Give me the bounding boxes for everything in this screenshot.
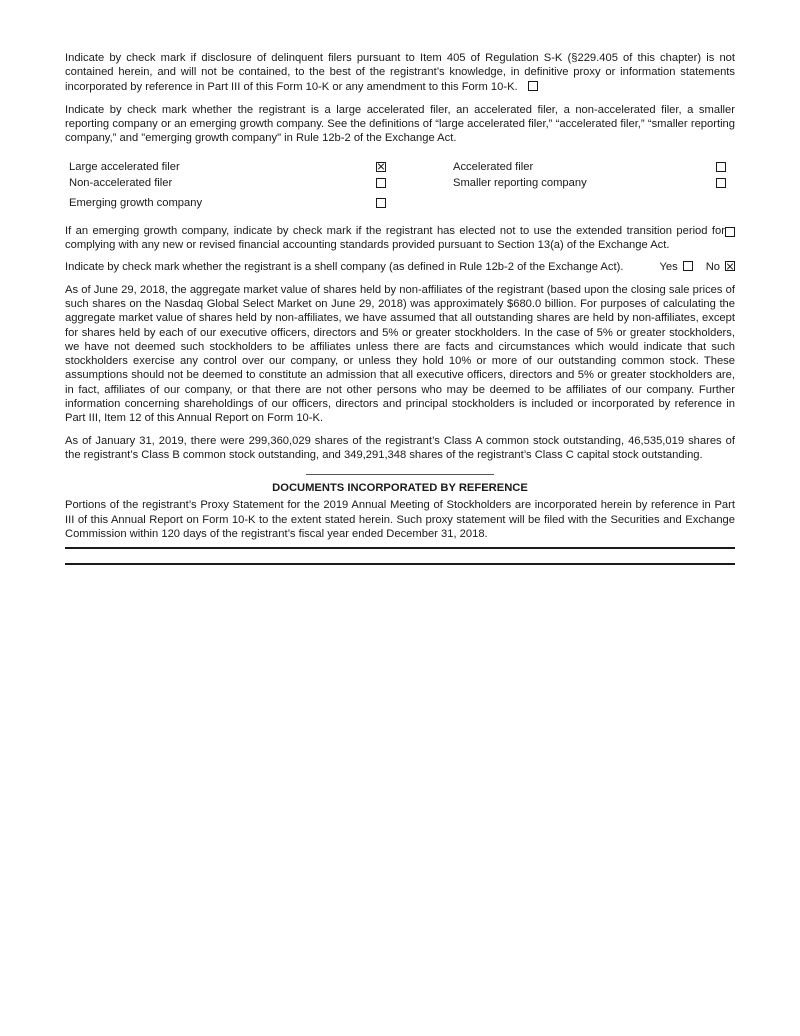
smaller-reporting-company-checkbox[interactable] <box>716 178 726 190</box>
accelerated-filer-label: Accelerated filer <box>453 160 534 173</box>
empty-box-icon <box>376 198 386 208</box>
shell-company-no-label: No <box>705 261 720 274</box>
shares-outstanding-paragraph: As of January 31, 2019, there were 299,360,029 shares of the registrant’s Class A common stock outstanding, 46,535,019 shares of the registrant’s Class B common stock outstanding, and 349,291,348 shares of the registrant’s Class C capital stock outstanding. <box>65 434 735 461</box>
documents-paragraph: Portions of the registrant’s Proxy Statement for the 2019 Annual Meeting of Stockholders are incorporated herein by reference in Part III of this Annual Report on Form 10-K to the extent stated herein. Such proxy statement will be filed with the Securities and Exchange Commission within 120 days of the registrant’s fiscal year ended December 31, 2018. <box>65 499 735 540</box>
shell-company-yes-label: Yes <box>659 261 678 274</box>
delinquent-filers-paragraph <box>65 51 735 94</box>
emerging-growth-company-checkbox[interactable] <box>376 198 386 210</box>
filer-status-table <box>65 160 735 212</box>
shell-company-options <box>659 260 735 274</box>
shell-company-yes-checkbox[interactable] <box>683 261 693 271</box>
transition-period-paragraph <box>65 224 735 253</box>
non-accelerated-filer-label: Non-accelerated filer <box>69 176 173 189</box>
empty-box-icon <box>376 178 386 188</box>
non-accelerated-filer-checkbox[interactable] <box>376 178 386 190</box>
shell-company-no-checkbox[interactable] <box>725 261 735 271</box>
transition-period-text: If an emerging growth company, indicate by check mark if the registrant has elected not to use the extended transition period for complying with any new or revised financial accounting standards provided pursuant to Section 13(a) of the Exchange Act. <box>65 224 725 252</box>
bottom-rule-lower <box>65 563 735 565</box>
shell-company-text: Indicate by check mark whether the registrant is a shell company (as defined in Rule 12b-2 of the Exchange Act). <box>65 261 624 274</box>
large-accelerated-filer-label: Large accelerated filer <box>69 160 180 173</box>
accelerated-filer-checkbox[interactable] <box>716 162 726 174</box>
documents-heading: DOCUMENTS INCORPORATED BY REFERENCE <box>272 482 528 495</box>
document-page <box>65 51 735 541</box>
emerging-growth-company-label: Emerging growth company <box>69 196 203 209</box>
smaller-reporting-company-label: Smaller reporting company <box>453 176 587 189</box>
filer-status-paragraph: Indicate by check mark whether the registrant is a large accelerated filer, an accelerated filer, a non-accelerated filer, a smaller reporting company or an emerging growth company. See the definitions of “large accelerated filer,” “accelerated filer,” “smaller reporting company,” and "emerging growth company" in Rule 12b-2 of the Exchange Act. <box>65 103 735 145</box>
shell-company-paragraph <box>65 260 735 274</box>
empty-box-icon <box>725 227 735 237</box>
transition-period-checkbox[interactable] <box>725 226 735 240</box>
large-accelerated-filer-checkbox[interactable] <box>376 162 386 174</box>
section-separator <box>306 474 494 475</box>
bottom-rule-upper <box>65 547 735 549</box>
delinquent-filers-text: Indicate by check mark if disclosure of delinquent filers pursuant to Item 405 of Regulation S-K (§229.405 of this chapter) is not contained herein, and will not be contained, to the best of the registrant’s knowledge, in definitive proxy or information statements incorporated by reference in Part III of this Form 10-K or any amendment to this Form 10-K. <box>65 52 735 93</box>
checked-box-icon <box>376 162 386 172</box>
empty-box-icon <box>716 162 726 172</box>
delinquent-filers-checkbox[interactable] <box>528 81 538 91</box>
empty-box-icon <box>716 178 726 188</box>
market-value-paragraph: As of June 29, 2018, the aggregate market value of shares held by non-affiliates of the registrant (based upon the closing sale prices of such shares on the Nasdaq Global Select Market on June 29, 2018) was approximately $680.0 billion. For purposes of calculating the aggregate market value of shares held by non-affiliates, we have assumed that all outstanding shares are held by non-affiliates, except for shares held by each of our executive officers, directors and 5% or greater stockholders. In the case of 5% or greater stockholders, we have not deemed such stockholders to be affiliates unless there are facts and circumstances which would indicate that such stockholders exercise any control over our company, or unless they hold 10% or more of our outstanding common stock. These assumptions should not be deemed to constitute an admission that all executive officers, directors and 5% or greater stockholders are, in fact, affiliates of our company, or that there are not other persons who may be deemed to be affiliates of our company. Further information concerning shareholdings of our officers, directors and principal stockholders is included or incorporated by reference in Part III, Item 12 of this Annual Report on Form 10-K. <box>65 283 735 425</box>
